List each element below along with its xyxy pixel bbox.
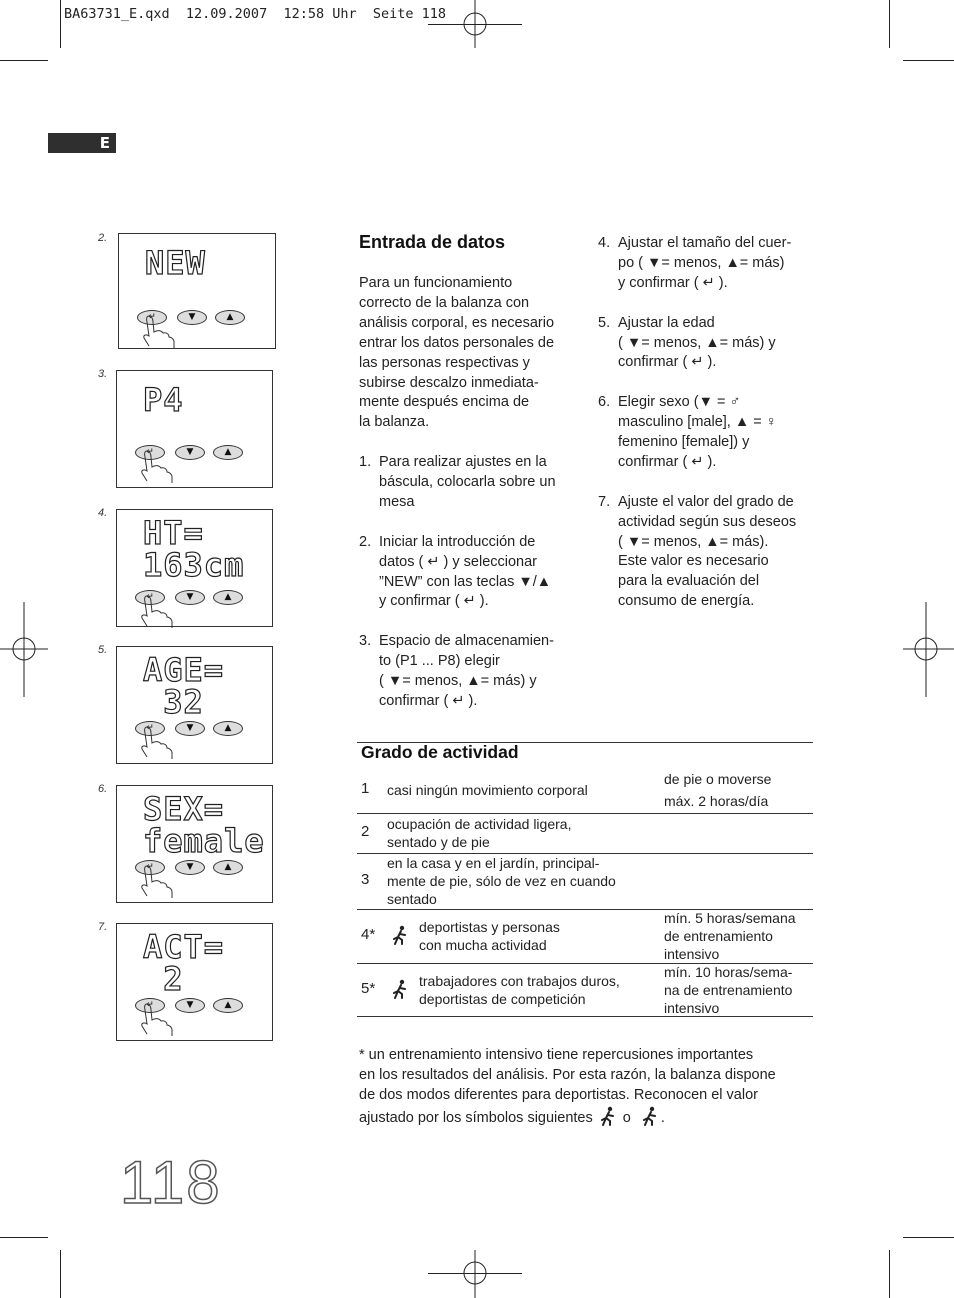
footnote-end: .: [660, 1109, 665, 1126]
triangle-down-icon: ▼: [186, 1000, 194, 1010]
athlete-icon: [599, 1106, 617, 1133]
note-line: de pie o moverse: [664, 771, 772, 787]
display-panel: [116, 370, 273, 488]
item-line: confirmar ( ↵ ).: [618, 354, 717, 371]
description-line: ocupación de actividad ligera,: [387, 816, 572, 832]
lcd-line-1: NEW: [145, 244, 206, 282]
step-label: 2.: [98, 232, 108, 244]
note-line: intensivo: [664, 946, 720, 962]
item-line: Ajustar el tamaño del cuer-: [618, 235, 792, 251]
description-line: casi ningún movimiento corporal: [387, 782, 588, 798]
up-button[interactable]: [213, 860, 243, 875]
display-panel: [116, 646, 273, 764]
down-button[interactable]: [175, 590, 205, 605]
item-line: para la evaluación del: [618, 573, 760, 590]
triangle-down-icon: ▼: [188, 312, 196, 322]
language-tab-label: E: [99, 134, 110, 152]
item-line: consumo de energía.: [618, 593, 755, 610]
lcd-line-1: ACT=: [143, 928, 225, 966]
note-line: intensivo: [664, 999, 720, 1016]
triangle-down-icon: ▼: [186, 447, 194, 457]
activity-note: [664, 768, 814, 812]
triangle-up-icon: ▲: [226, 312, 234, 322]
item-number: 1.: [359, 454, 372, 471]
note-line: de entrenamiento: [664, 928, 773, 944]
entry-title: Entrada de datos: [359, 232, 506, 252]
activity-note: [664, 909, 814, 963]
item-line: Espacio de almacenamien-: [379, 633, 554, 650]
enter-icon: ↵: [146, 862, 154, 872]
note-line: mín. 10 horas/sema-: [664, 963, 793, 980]
intro-line: la balanza.: [359, 414, 430, 431]
triangle-up-icon: ▲: [224, 1000, 232, 1010]
footnote-connector: o: [622, 1109, 631, 1126]
item-line: actividad según sus deseos: [618, 513, 797, 530]
description-line: con mucha actividad: [419, 937, 547, 953]
note-line: máx. 2 horas/día: [664, 793, 769, 809]
activity-title: Grado de actividad: [361, 742, 519, 762]
display-panel: [116, 785, 273, 903]
list-item: [598, 493, 818, 612]
list-item: [359, 632, 579, 712]
finger-icon: [139, 864, 179, 902]
activity-level: 2: [361, 823, 370, 840]
footnote-line: [359, 1086, 815, 1106]
activity-level: 3: [361, 871, 370, 888]
note-line: na de entrenamiento: [664, 981, 793, 998]
page-number: 118: [120, 1149, 222, 1216]
intro-line: análisis corporal, es necesario: [359, 314, 555, 331]
description-line: trabajadores con trabajos duros,: [419, 972, 620, 989]
lcd-line-1: SEX=: [143, 790, 225, 828]
table-row-rule: [357, 813, 813, 814]
enter-icon: ↵: [146, 1000, 154, 1010]
activity-description: [419, 972, 679, 1008]
step-label: 5.: [98, 644, 108, 656]
intro-line: mente después encima de: [359, 394, 530, 411]
item-line: femenino [female]) y: [618, 434, 750, 451]
activity-level: 5*: [361, 979, 376, 997]
entry-column-left: [359, 274, 579, 732]
description-line: en la casa y en el jardín, principal-: [387, 855, 600, 871]
footnote: [359, 1046, 815, 1133]
intro-line: subirse descalzo inmediata-: [359, 374, 539, 391]
list-item: [598, 314, 818, 374]
description-line: sentado y de pie: [387, 834, 490, 850]
description-line: deportistas y personas: [419, 919, 560, 935]
item-line: ( ▼= menos, ▲= más) y: [618, 334, 776, 351]
down-button[interactable]: [175, 721, 205, 736]
item-line: Elegir sexo (▼ = ♂: [618, 394, 741, 411]
finger-icon: [139, 449, 179, 487]
activity-level: 4*: [361, 926, 376, 943]
item-line: mesa: [379, 493, 415, 510]
display-panel: [118, 233, 276, 349]
footnote-text: ajustado por los símbolos siguientes: [359, 1109, 593, 1126]
triangle-up-icon: ▲: [224, 447, 232, 457]
down-button[interactable]: [175, 998, 205, 1013]
enter-icon: ↵: [146, 447, 154, 457]
intro-line: las personas respectivas y: [359, 354, 530, 371]
lcd-line-1: HT=: [143, 514, 204, 552]
footnote-text: de dos modos diferentes para deportistas. Reconocen el valor: [359, 1086, 758, 1103]
list-item: [359, 533, 579, 613]
language-tab: [48, 133, 116, 153]
print-header: BA63731_E.qxd 12.09.2007 12:58 Uhr Seite 118: [64, 6, 447, 22]
entry-intro: [359, 274, 579, 433]
footnote-text: en los resultados del análisis. Por esta razón, la balanza dispone: [359, 1066, 776, 1083]
activity-note: [664, 963, 814, 1017]
item-number: 7.: [598, 493, 611, 510]
item-line: confirmar ( ↵ ).: [618, 453, 717, 470]
finger-icon: [141, 314, 181, 352]
item-line: ( ▼= menos, ▲= más).: [618, 533, 769, 550]
list-item: [359, 453, 579, 513]
item-number: 5.: [598, 314, 611, 331]
item-line: Iniciar la introducción de: [379, 533, 536, 550]
up-button[interactable]: [215, 310, 245, 325]
up-button[interactable]: [213, 998, 243, 1013]
item-line: to (P1 ... P8) elegir: [379, 653, 500, 670]
up-button[interactable]: [213, 721, 243, 736]
athlete-icon: [391, 979, 409, 1003]
item-line: ”NEW” con las teclas ▼/▲: [379, 573, 552, 590]
triangle-up-icon: ▲: [224, 592, 232, 602]
enter-icon: ↵: [146, 723, 154, 733]
entry-column-right: [598, 234, 818, 632]
enter-icon: ↵: [148, 312, 156, 322]
entry-steps-right: [598, 234, 818, 612]
athlete-icon: [641, 1106, 659, 1133]
finger-icon: [139, 594, 179, 632]
triangle-down-icon: ▼: [186, 862, 194, 872]
up-button[interactable]: [213, 445, 243, 460]
item-line: báscula, colocarla sobre un: [379, 474, 556, 491]
activity-level: 1: [361, 780, 370, 797]
entry-steps-left: [359, 453, 579, 712]
description-line: deportistas de competición: [419, 990, 586, 1007]
lcd-line-1: P4: [143, 381, 184, 419]
lcd-line-2: 2: [143, 960, 184, 998]
step-label: 3.: [98, 368, 108, 380]
athlete-icon: [391, 925, 409, 949]
activity-description: [387, 854, 647, 908]
item-line: y confirmar ( ↵ ).: [618, 274, 728, 291]
down-button[interactable]: [175, 860, 205, 875]
finger-icon: [139, 1002, 179, 1040]
item-line: y confirmar ( ↵ ).: [379, 593, 489, 610]
triangle-up-icon: ▲: [224, 862, 232, 872]
description-line: sentado: [387, 891, 437, 907]
step-label: 4.: [98, 507, 108, 519]
item-line: Ajustar la edad: [618, 314, 715, 331]
triangle-down-icon: ▼: [186, 592, 194, 602]
note-line: mín. 5 horas/semana: [664, 910, 796, 926]
item-number: 2.: [359, 533, 372, 550]
footnote-text: * un entrenamiento intensivo tiene repercusiones importantes: [359, 1047, 754, 1063]
item-line: Ajuste el valor del grado de: [618, 493, 794, 510]
intro-line: Para un funcionamiento: [359, 275, 513, 291]
down-button[interactable]: [175, 445, 205, 460]
finger-icon: [139, 725, 179, 763]
item-number: 6.: [598, 394, 611, 411]
step-label: 6.: [98, 783, 108, 795]
item-line: ( ▼= menos, ▲= más) y: [379, 673, 537, 690]
item-number: 4.: [598, 235, 611, 251]
footnote-line: [359, 1046, 815, 1066]
item-number: 3.: [359, 633, 372, 650]
down-button[interactable]: [177, 310, 207, 325]
intro-line: correcto de la balanza con: [359, 294, 530, 311]
description-line: mente de pie, sólo de vez en cuando: [387, 873, 616, 889]
list-item: [598, 393, 818, 473]
footnote-line: [359, 1066, 815, 1086]
item-line: Este valor es necesario: [618, 553, 769, 570]
lcd-line-2: 163cm: [143, 546, 245, 584]
intro-line: entrar los datos personales de: [359, 334, 555, 351]
item-line: confirmar ( ↵ ).: [379, 692, 478, 709]
item-line: datos ( ↵ ) y seleccionar: [379, 553, 538, 570]
activity-description: [387, 815, 647, 851]
lcd-line-2: 32: [143, 683, 204, 721]
activity-description: [419, 918, 679, 954]
step-label: 7.: [98, 921, 108, 933]
triangle-up-icon: ▲: [224, 723, 232, 733]
display-panel: [116, 509, 273, 627]
display-panel: [116, 923, 273, 1041]
enter-icon: ↵: [146, 592, 154, 602]
up-button[interactable]: [213, 590, 243, 605]
item-line: Para realizar ajustes en la: [379, 454, 547, 471]
list-item: [598, 234, 818, 294]
item-line: po ( ▼= menos, ▲= más): [618, 254, 785, 271]
item-line: masculino [male], ▲ = ♀: [618, 414, 777, 431]
lcd-line-1: AGE=: [143, 651, 225, 689]
triangle-down-icon: ▼: [186, 723, 194, 733]
lcd-line-2: female: [143, 822, 265, 860]
footnote-line: [359, 1106, 815, 1133]
activity-description: [387, 781, 647, 799]
